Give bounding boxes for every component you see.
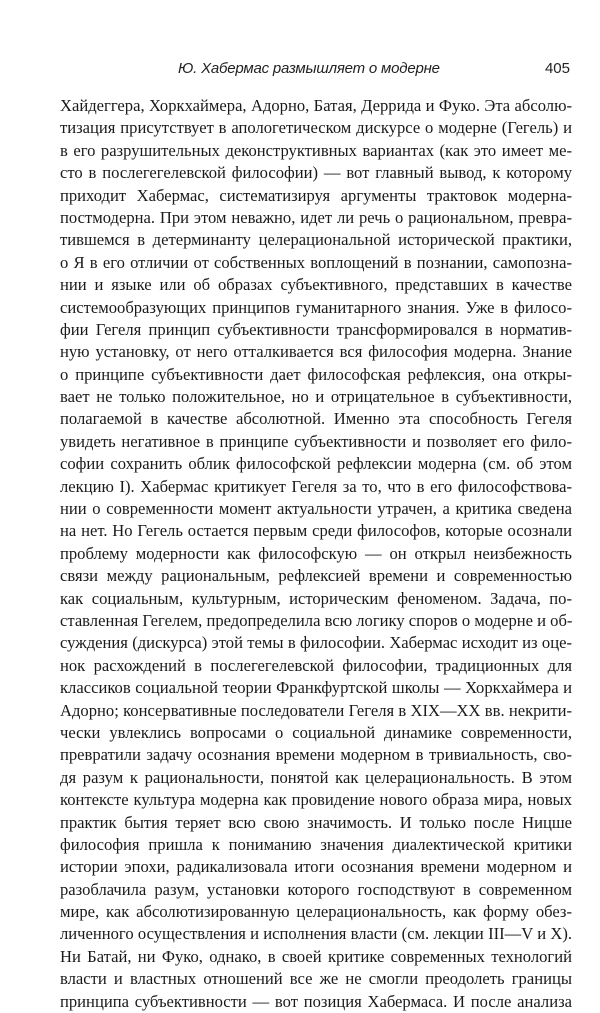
- text-line: ную установку, от него отталкивается вся философия модерна. Знание: [60, 342, 572, 362]
- text-line: о принципе субъективности дает философская рефлексия, она откры-: [60, 364, 572, 384]
- text-line: контексте культура модерна как провидение нового образа мира, новых: [60, 790, 572, 810]
- text-line: как социальным, культурным, историческим феноменом. Задача, по-: [60, 588, 572, 608]
- text-line: приходит Хабермас, систематизируя аргументы трактовок модерна-: [60, 185, 572, 205]
- body-text: [60, 95, 572, 1013]
- text-line: суждения (дискурса) этой темы в философии. Хабермас исходит из оце-: [60, 633, 572, 653]
- text-line: проблему модерности как философскую — он открыл неизбежность: [60, 543, 572, 563]
- text-line: лекцию I). Хабермас критикует Гегеля за то, что в его философствова-: [60, 476, 572, 496]
- text-line: разоблачила разум, установки которого господствуют в современном: [60, 879, 572, 899]
- text-line: власти и властных отношений все же не смогли преодолеть границы: [60, 969, 572, 989]
- text-line: практик бытия теряет всю свою значимость. И только после Ницше: [60, 812, 572, 832]
- text-line: философия пришла к пониманию значения диалектической критики: [60, 834, 572, 854]
- text-line: нии и языке или об образах субъективного, представших в качестве: [60, 275, 572, 295]
- text-line: о Я в его отличии от собственных воплощений в познании, самопозна-: [60, 252, 572, 272]
- text-line: чески увлеклись вопросами о социальной динамике современности,: [60, 722, 572, 742]
- text-line: нок расхождений в послегегелевской философии, традиционных для: [60, 655, 572, 675]
- running-title: Ю. Хабермас размышляет о модерне: [178, 60, 440, 77]
- text-line: сто в послегегелевской философии) — вот главный вывод, к которому: [60, 163, 572, 183]
- text-line: личенного осуществления и исполнения власти (см. лекции III—V и X).: [60, 924, 572, 944]
- text-line: полагаемой в качестве абсолютной. Именно эта способность Гегеля: [60, 409, 572, 429]
- text-line: тизация присутствует в апологетическом дискурсе о модерне (Гегель) и: [60, 118, 572, 138]
- running-header: [60, 60, 570, 82]
- text-line: ставленная Гегелем, предопределила всю логику споров о модерне и об-: [60, 610, 573, 630]
- text-line: связи между рациональным, рефлексией времени и современностью: [60, 566, 572, 586]
- text-line: на нет. Но Гегель остается первым среди философов, которые осознали: [60, 521, 572, 541]
- text-line: вает не только положительное, но и отрицательное в субъективности,: [60, 387, 572, 407]
- text-line: Ни Батай, ни Фуко, однако, в своей критике современных технологий: [60, 946, 572, 966]
- text-line: постмодерна. При этом неважно, идет ли речь о рациональном, превра-: [60, 207, 572, 227]
- text-line: фии Гегеля принцип субъективности трансформировался в норматив-: [60, 319, 572, 339]
- text-line: Адорно; консервативные последователи Гегеля в XIX—XX вв. некрити-: [60, 700, 572, 720]
- page-number: 405: [544, 60, 570, 77]
- text-line: нии о современности момент актуальности утрачен, а критика сведена: [60, 499, 572, 519]
- text-line: софии сохранить облик философской рефлексии модерна (см. об этом: [60, 454, 572, 474]
- text-line: классиков социальной теории Франкфуртской школы — Хоркхаймера и: [60, 678, 572, 698]
- text-line: дя разум к рациональности, понятой как целерациональность. В этом: [60, 767, 572, 787]
- text-line: мире, как абсолютизированную целерациональность, как форму обез-: [60, 902, 572, 922]
- text-line: в его разрушительных деконструктивных вариантах (как это имеет ме-: [60, 140, 572, 160]
- text-line: системообразующих принципов гуманитарного знания. Уже в филосо-: [60, 297, 572, 317]
- text-line: принципа субъективности — вот позиция Хабермаса. И после анализа: [60, 991, 572, 1011]
- text-line: Хайдеггера, Хоркхаймера, Адорно, Батая, Деррида и Фуко. Эта абсолю-: [60, 96, 572, 115]
- text-line: превратили задачу осознания времени модерном в тривиальность, сво-: [60, 745, 572, 765]
- text-line: истории эпохи, радикализовала итоги осознания времени модерном и: [60, 857, 572, 877]
- text-line: увидеть негативное в принципе субъективности и позволяет его фило-: [60, 431, 572, 451]
- text-line: тившемся в детерминанту целерациональной исторической практики,: [60, 230, 572, 250]
